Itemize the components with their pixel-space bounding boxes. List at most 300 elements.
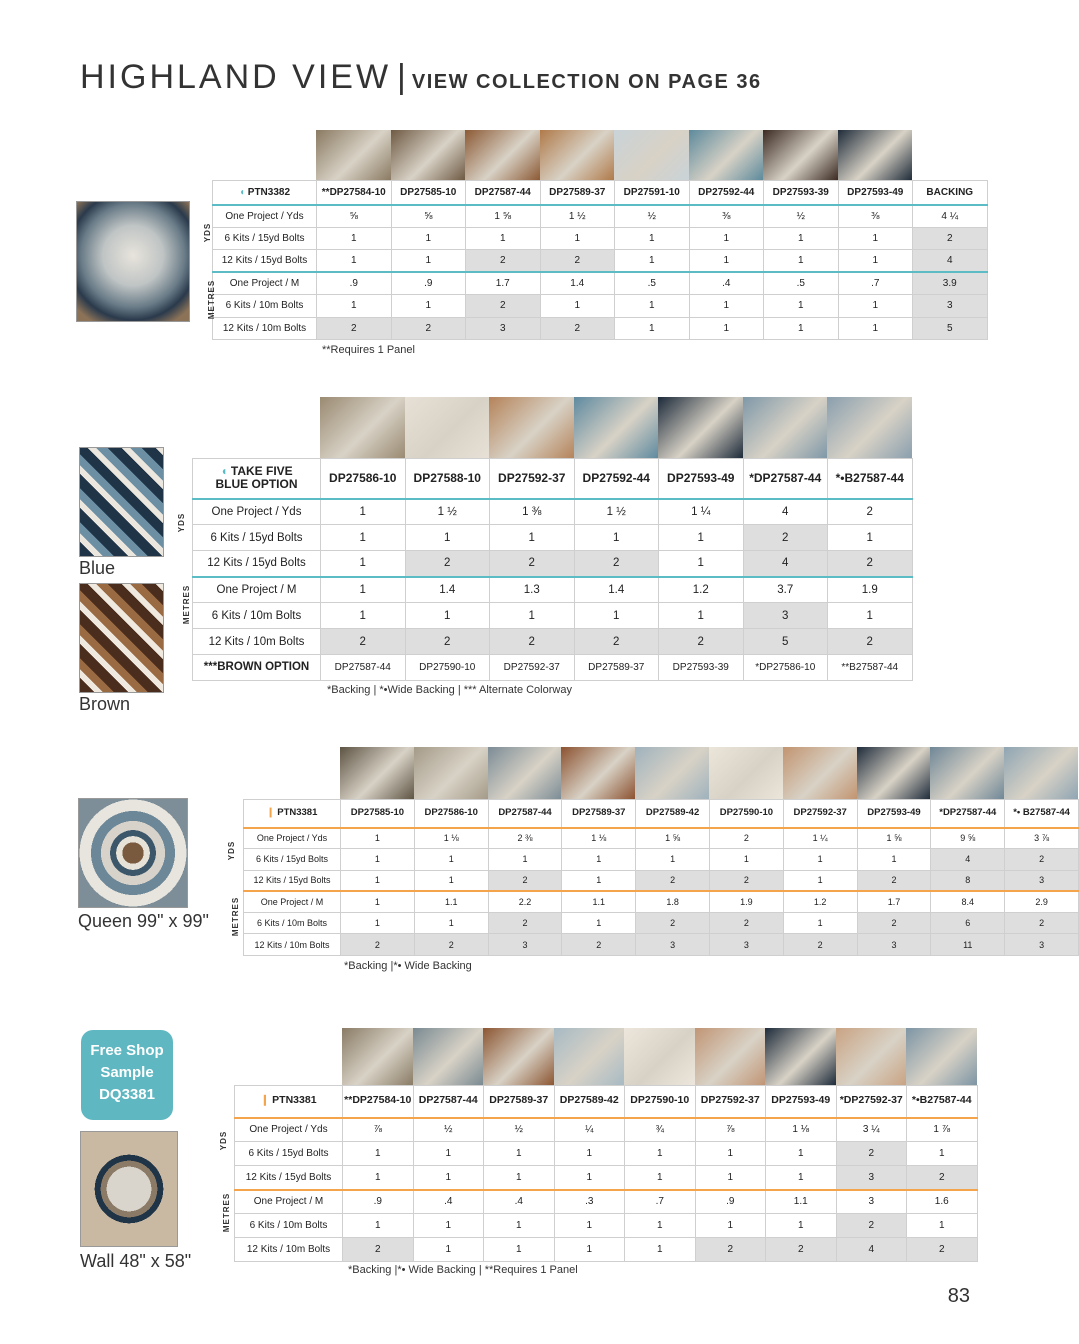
fabric-requirements-table — [234, 1085, 978, 1262]
yardage-cell: 2 — [574, 551, 659, 577]
fabric-swatch — [624, 1028, 695, 1085]
yardage-cell: 1 — [490, 525, 575, 551]
fabric-swatch-strip — [316, 130, 912, 180]
yardage-cell: 3.7 — [743, 577, 828, 603]
fabric-swatch — [414, 747, 488, 799]
page-number: 83 — [947, 1285, 970, 1307]
yardage-cell: 1.4 — [405, 577, 490, 603]
row-label: 6 Kits / 10m Bolts — [244, 913, 341, 934]
yardage-cell: 1 — [783, 849, 857, 870]
fabric-swatch — [763, 130, 838, 180]
yardage-cell: 1 — [540, 295, 615, 318]
yardage-cell: 1 — [317, 250, 392, 273]
yardage-cell: 1 — [341, 849, 415, 870]
row-label: 6 Kits / 10m Bolts — [235, 1214, 343, 1238]
table-row — [193, 551, 913, 577]
fabric-code-header: *DP27587-44 — [743, 459, 828, 499]
fabric-code-header: DP27587-44 — [413, 1086, 484, 1118]
fabric-requirements-table — [243, 799, 1079, 956]
yardage-cell: 1 — [554, 1142, 625, 1166]
fabric-swatch — [838, 130, 913, 180]
fabric-swatch — [574, 397, 659, 458]
yardage-cell: 1 — [615, 227, 690, 250]
yardage-cell: 1 — [562, 913, 636, 934]
fabric-swatch — [930, 747, 1004, 799]
yardage-cell: 2 — [391, 317, 466, 340]
yardage-cell: 3 — [857, 934, 931, 955]
yardage-cell: .4 — [689, 272, 764, 295]
metres-group-label: METRES — [182, 584, 192, 625]
yardage-cell: 4 — [836, 1238, 907, 1262]
fabric-code-header: DP27592-44 — [574, 459, 659, 499]
yardage-cell: 2 — [1005, 913, 1079, 934]
yardage-cell: .7 — [838, 272, 913, 295]
fabric-code-header: DP27586-10 — [414, 800, 488, 828]
table-row — [235, 1190, 978, 1214]
yardage-cell: 1 — [341, 828, 415, 849]
table-row — [244, 913, 1079, 934]
fabric-code-header: **DP27584-10 — [317, 181, 392, 205]
fabric-code-header: DP27585-10 — [391, 181, 466, 205]
fabric-code-header: BACKING — [913, 181, 988, 205]
yardage-cell: 1 — [766, 1142, 837, 1166]
yardage-cell: 3 — [836, 1166, 907, 1190]
fabric-code-header: DP27589-37 — [484, 1086, 555, 1118]
yardage-cell: 1 ⅝ — [636, 828, 710, 849]
table-row — [213, 272, 988, 295]
yardage-cell: 2 — [341, 934, 415, 955]
yardage-cell: 2 — [695, 1238, 766, 1262]
fabric-code-header: DP27590-10 — [625, 1086, 696, 1118]
yardage-cell: 1.1 — [562, 891, 636, 912]
yardage-cell: 1 ½ — [540, 205, 615, 228]
yardage-cell: 1 — [615, 317, 690, 340]
yardage-cell: 1 — [466, 227, 541, 250]
yds-group-label: YDS — [177, 512, 187, 533]
yardage-cell: 1 — [343, 1166, 414, 1190]
pattern-code: PTN3382 — [247, 186, 291, 198]
yardage-cell: 1 ⅛ — [414, 828, 488, 849]
table-header-row — [213, 181, 988, 205]
yardage-cell: 1 — [764, 227, 839, 250]
yardage-cell: 1 — [341, 891, 415, 912]
yardage-cell: 1.6 — [907, 1190, 978, 1214]
yardage-cell: 2 — [636, 870, 710, 891]
yardage-cell: 2 — [343, 1238, 414, 1262]
fabric-code-header: DP27591-10 — [615, 181, 690, 205]
fabric-swatch — [413, 1028, 484, 1085]
yardage-cell: 1 — [828, 525, 913, 551]
yardage-cell: 3 — [488, 934, 562, 955]
yardage-cell: 1 — [659, 525, 744, 551]
yardage-cell: 2 — [836, 1142, 907, 1166]
yardage-cell: 2 — [414, 934, 488, 955]
yardage-cell: ⅝ — [391, 205, 466, 228]
yardage-cell: 1 — [615, 250, 690, 273]
yardage-cell: ¼ — [554, 1118, 625, 1142]
yardage-cell: 1 — [838, 295, 913, 318]
row-label: 6 Kits / 15yd Bolts — [244, 849, 341, 870]
yardage-cell: ½ — [615, 205, 690, 228]
yardage-cell: 2 — [743, 525, 828, 551]
yardage-cell: 2 — [574, 629, 659, 655]
yardage-cell: 2 — [488, 870, 562, 891]
fabric-code-header: *• B27587-44 — [1005, 800, 1079, 828]
row-label: One Project / Yds — [235, 1118, 343, 1142]
yardage-cell: 1 — [490, 603, 575, 629]
title-separator: | — [397, 58, 406, 96]
yardage-cell: 1 — [341, 913, 415, 934]
yardage-cell: 2 — [636, 913, 710, 934]
yardage-cell: 2 — [709, 870, 783, 891]
badge-line: Sample — [100, 1064, 154, 1081]
table-header-row — [244, 800, 1079, 828]
fabric-swatch — [391, 130, 466, 180]
yardage-cell: 1 — [484, 1166, 555, 1190]
fabric-code-header: DP27593-49 — [857, 800, 931, 828]
pattern-code: TAKE FIVE — [230, 464, 293, 479]
yardage-cell: 1 — [615, 295, 690, 318]
yardage-cell: 1.7 — [857, 891, 931, 912]
row-label: 6 Kits / 15yd Bolts — [235, 1142, 343, 1166]
yardage-cell: 1 — [625, 1166, 696, 1190]
yardage-cell: 1 — [689, 295, 764, 318]
fabric-code-header: *DP27592-37 — [836, 1086, 907, 1118]
yardage-cell: 1 — [413, 1214, 484, 1238]
fabric-requirements-table — [212, 180, 988, 340]
yardage-cell: 1 — [414, 849, 488, 870]
yardage-cell: 1 — [554, 1214, 625, 1238]
pattern-option: BLUE OPTION — [215, 477, 298, 492]
brown-option-row — [193, 655, 913, 681]
free-shop-sample-badge — [81, 1030, 173, 1120]
fabric-code-header: DP27588-10 — [405, 459, 490, 499]
yardage-cell: 1 — [838, 227, 913, 250]
fabric-code-header: *•B27587-44 — [907, 1086, 978, 1118]
table-row — [193, 525, 913, 551]
table-row — [213, 205, 988, 228]
fabric-swatch — [709, 747, 783, 799]
brown-option-fabric: **B27587-44 — [828, 655, 913, 681]
pattern-code-cell — [235, 1086, 343, 1118]
yardage-cell: 4 ¼ — [913, 205, 988, 228]
table-row — [235, 1142, 978, 1166]
yardage-cell: 2 — [466, 250, 541, 273]
yardage-cell: 1.1 — [414, 891, 488, 912]
yardage-cell: 2 — [836, 1214, 907, 1238]
yardage-cell: 2 — [907, 1166, 978, 1190]
fabric-swatch-strip — [342, 1028, 977, 1085]
fabric-swatch — [743, 397, 828, 458]
yardage-cell: 1 — [317, 295, 392, 318]
yardage-cell: 1 — [907, 1214, 978, 1238]
table-row — [213, 295, 988, 318]
fabric-swatch — [658, 397, 743, 458]
quilt-label-wall: Wall 48" x 58" — [80, 1251, 192, 1271]
yardage-cell: 1 — [764, 295, 839, 318]
brown-option-fabric: DP27592-37 — [490, 655, 575, 681]
row-label: 12 Kits / 10m Bolts — [213, 317, 317, 340]
row-label: 6 Kits / 15yd Bolts — [193, 525, 321, 551]
fabric-swatch — [340, 747, 414, 799]
row-label: 6 Kits / 10m Bolts — [193, 603, 321, 629]
yardage-cell: 3.9 — [913, 272, 988, 295]
yardage-cell: 2 — [857, 913, 931, 934]
yardage-cell: 1 — [405, 525, 490, 551]
brown-option-label: ***BROWN OPTION — [193, 655, 321, 681]
yardage-cell: 2 — [907, 1238, 978, 1262]
yardage-cell: .9 — [317, 272, 392, 295]
yardage-cell: 2 — [857, 870, 931, 891]
row-label: 12 Kits / 15yd Bolts — [193, 551, 321, 577]
yardage-cell: 3 — [1005, 934, 1079, 955]
fabric-code-header: DP27593-39 — [764, 181, 839, 205]
fabric-code-header: DP27593-49 — [766, 1086, 837, 1118]
metres-group-label: METRES — [207, 279, 217, 320]
yardage-cell: 2 — [317, 317, 392, 340]
pattern-marker-icon: ❙ — [266, 807, 278, 819]
yardage-cell: 1 — [562, 849, 636, 870]
yardage-cell: 1 — [625, 1238, 696, 1262]
fabric-code-header: DP27589-42 — [554, 1086, 625, 1118]
yardage-cell: 1 ½ — [574, 499, 659, 525]
yardage-cell: .4 — [484, 1190, 555, 1214]
yardage-cell: 2 — [540, 317, 615, 340]
fabric-swatch — [489, 397, 574, 458]
fabric-swatch-strip — [340, 747, 1078, 799]
table-row — [193, 603, 913, 629]
yardage-cell: 1 — [783, 913, 857, 934]
table-row — [193, 499, 913, 525]
yardage-cell: 1 — [625, 1142, 696, 1166]
quilt-image-panel — [76, 201, 190, 322]
yardage-cell: 1 — [413, 1238, 484, 1262]
yardage-cell: 1 — [907, 1142, 978, 1166]
yardage-cell: 1 — [317, 227, 392, 250]
yardage-cell: 1 — [554, 1238, 625, 1262]
fabric-swatch — [695, 1028, 766, 1085]
quilt-image-queen — [78, 798, 188, 908]
fabric-swatch — [906, 1028, 977, 1085]
yardage-cell: 1 — [689, 317, 764, 340]
yardage-cell: 1 — [414, 913, 488, 934]
yardage-cell: 2 — [490, 629, 575, 655]
fabric-swatch — [561, 747, 635, 799]
pattern-marker-icon: ❙ — [260, 1094, 273, 1107]
yardage-cell: ½ — [413, 1118, 484, 1142]
yardage-cell: 2 — [405, 629, 490, 655]
quilt-image-blue — [79, 447, 164, 557]
yardage-cell: 1 ⅛ — [562, 828, 636, 849]
yardage-cell: 1 ½ — [405, 499, 490, 525]
table-row — [235, 1214, 978, 1238]
yds-group-label: YDS — [227, 840, 237, 861]
yardage-cell: 3 — [636, 934, 710, 955]
yardage-cell: 2 — [405, 551, 490, 577]
table-row — [244, 870, 1079, 891]
yardage-cell: 6 — [931, 913, 1005, 934]
quilt-label-blue: Blue — [79, 558, 116, 578]
yardage-cell: 1 — [554, 1166, 625, 1190]
yardage-cell: 1 — [413, 1142, 484, 1166]
yardage-cell: .9 — [391, 272, 466, 295]
yardage-cell: ⅞ — [343, 1118, 414, 1142]
yardage-cell: 1.1 — [766, 1190, 837, 1214]
fabric-code-header: DP27592-37 — [783, 800, 857, 828]
fabric-swatch — [689, 130, 764, 180]
fabric-requirements-table — [192, 458, 913, 681]
pattern-marker-icon: ◖ — [220, 464, 231, 479]
table-footnote: *Backing |*• Wide Backing — [344, 960, 472, 972]
yds-group-label: YDS — [219, 1130, 229, 1151]
yardage-cell: 1 ¼ — [659, 499, 744, 525]
yardage-cell: 3 — [836, 1190, 907, 1214]
yardage-cell: 1 — [838, 250, 913, 273]
row-label: 12 Kits / 15yd Bolts — [235, 1166, 343, 1190]
yardage-cell: 1 — [659, 551, 744, 577]
table-row — [213, 317, 988, 340]
yardage-cell: 1.8 — [636, 891, 710, 912]
yardage-cell: 1 ⅛ — [766, 1118, 837, 1142]
yardage-cell: 1 — [414, 870, 488, 891]
yardage-cell: 2 — [709, 913, 783, 934]
yardage-cell: 1 — [636, 849, 710, 870]
yardage-cell: 1 ⅝ — [466, 205, 541, 228]
yardage-cell: 1.4 — [574, 577, 659, 603]
brown-option-fabric: DP27590-10 — [405, 655, 490, 681]
yardage-cell: 3 — [466, 317, 541, 340]
yardage-cell: 1 — [764, 317, 839, 340]
fabric-code-header: DP27586-10 — [321, 459, 406, 499]
table-row — [213, 227, 988, 250]
yardage-cell: 1 — [766, 1166, 837, 1190]
collection-subtitle: VIEW COLLECTION ON PAGE 36 — [411, 71, 762, 93]
fabric-code-header: DP27587-44 — [488, 800, 562, 828]
badge-line: DQ3381 — [99, 1086, 155, 1103]
yardage-cell: 2.2 — [488, 891, 562, 912]
yardage-cell: 3 — [913, 295, 988, 318]
yardage-cell: 1 — [484, 1214, 555, 1238]
yardage-cell: ½ — [764, 205, 839, 228]
yardage-cell: 4 — [743, 499, 828, 525]
table-row — [244, 828, 1079, 849]
yardage-cell: .4 — [413, 1190, 484, 1214]
table-header-row — [235, 1086, 978, 1118]
yardage-cell: 2 — [828, 629, 913, 655]
pattern-marker-icon: ◖ — [238, 186, 248, 198]
row-label: 12 Kits / 15yd Bolts — [213, 250, 317, 273]
table-row — [235, 1238, 978, 1262]
yardage-cell: .5 — [615, 272, 690, 295]
row-label: 12 Kits / 10m Bolts — [193, 629, 321, 655]
yardage-cell: 1.9 — [709, 891, 783, 912]
yardage-cell: 1 — [625, 1214, 696, 1238]
yardage-cell: 2 — [1005, 849, 1079, 870]
yardage-cell: 1 — [413, 1166, 484, 1190]
fabric-code-header: DP27592-37 — [695, 1086, 766, 1118]
yardage-cell: 1 — [574, 603, 659, 629]
row-label: One Project / M — [193, 577, 321, 603]
table-row — [193, 629, 913, 655]
table-row — [244, 849, 1079, 870]
yardage-cell: 2 — [488, 913, 562, 934]
row-label: One Project / M — [235, 1190, 343, 1214]
yardage-cell: 3 — [709, 934, 783, 955]
yardage-cell: 1 — [391, 250, 466, 273]
pattern-code-cell — [193, 459, 321, 499]
pattern-code: PTN3381 — [277, 807, 318, 819]
yardage-cell: ¾ — [625, 1118, 696, 1142]
yardage-cell: 1.2 — [659, 577, 744, 603]
yardage-cell: 1 — [391, 227, 466, 250]
yardage-cell: 1 — [321, 577, 406, 603]
table-row — [244, 891, 1079, 912]
yardage-cell: 1.2 — [783, 891, 857, 912]
yardage-cell: 1 — [540, 227, 615, 250]
badge-line: Free Shop — [90, 1042, 164, 1059]
row-label: One Project / M — [213, 272, 317, 295]
yardage-cell: 1 ⅞ — [907, 1118, 978, 1142]
fabric-swatch — [827, 397, 912, 458]
yardage-cell: 1 — [321, 525, 406, 551]
yardage-cell: 2.9 — [1005, 891, 1079, 912]
fabric-swatch — [316, 130, 391, 180]
yardage-cell: .9 — [343, 1190, 414, 1214]
row-label: 12 Kits / 15yd Bolts — [244, 870, 341, 891]
yardage-cell: 1 — [321, 499, 406, 525]
fabric-swatch — [540, 130, 615, 180]
yardage-cell: 2 — [828, 551, 913, 577]
yardage-cell: 1 — [484, 1238, 555, 1262]
yardage-cell: 1 — [695, 1166, 766, 1190]
yardage-cell: 1 — [343, 1214, 414, 1238]
yardage-cell: .7 — [625, 1190, 696, 1214]
yardage-cell: 1 — [484, 1142, 555, 1166]
yardage-cell: 1.4 — [540, 272, 615, 295]
row-label: One Project / Yds — [193, 499, 321, 525]
yardage-cell: 1 — [828, 603, 913, 629]
quilt-image-wall — [80, 1131, 178, 1247]
yardage-cell: 1 — [709, 849, 783, 870]
yardage-cell: 1 — [321, 551, 406, 577]
yardage-cell: 1 — [689, 227, 764, 250]
fabric-swatch — [614, 130, 689, 180]
yardage-cell: 1 — [343, 1142, 414, 1166]
table-row — [244, 934, 1079, 955]
fabric-swatch — [320, 397, 405, 458]
yardage-cell: .9 — [695, 1190, 766, 1214]
yardage-cell: 2 — [783, 934, 857, 955]
fabric-code-header: DP27589-37 — [540, 181, 615, 205]
yardage-cell: 1 — [391, 295, 466, 318]
yardage-cell: 1 — [695, 1142, 766, 1166]
fabric-swatch — [554, 1028, 625, 1085]
yardage-cell: 2 ⅜ — [488, 828, 562, 849]
yardage-cell: 9 ⅝ — [931, 828, 1005, 849]
yardage-cell: 1.9 — [828, 577, 913, 603]
yardage-cell: 2 — [913, 227, 988, 250]
yardage-cell: 4 — [931, 849, 1005, 870]
yardage-cell: ⅝ — [317, 205, 392, 228]
table-row — [235, 1118, 978, 1142]
yardage-cell: 3 ⅞ — [1005, 828, 1079, 849]
yardage-cell: 1 — [574, 525, 659, 551]
row-label: One Project / Yds — [213, 205, 317, 228]
table-footnote: *Backing |*• Wide Backing | **Requires 1 Panel — [348, 1264, 578, 1276]
yardage-cell: 1 — [695, 1214, 766, 1238]
fabric-code-header: DP27593-49 — [838, 181, 913, 205]
yardage-cell: 1 — [488, 849, 562, 870]
